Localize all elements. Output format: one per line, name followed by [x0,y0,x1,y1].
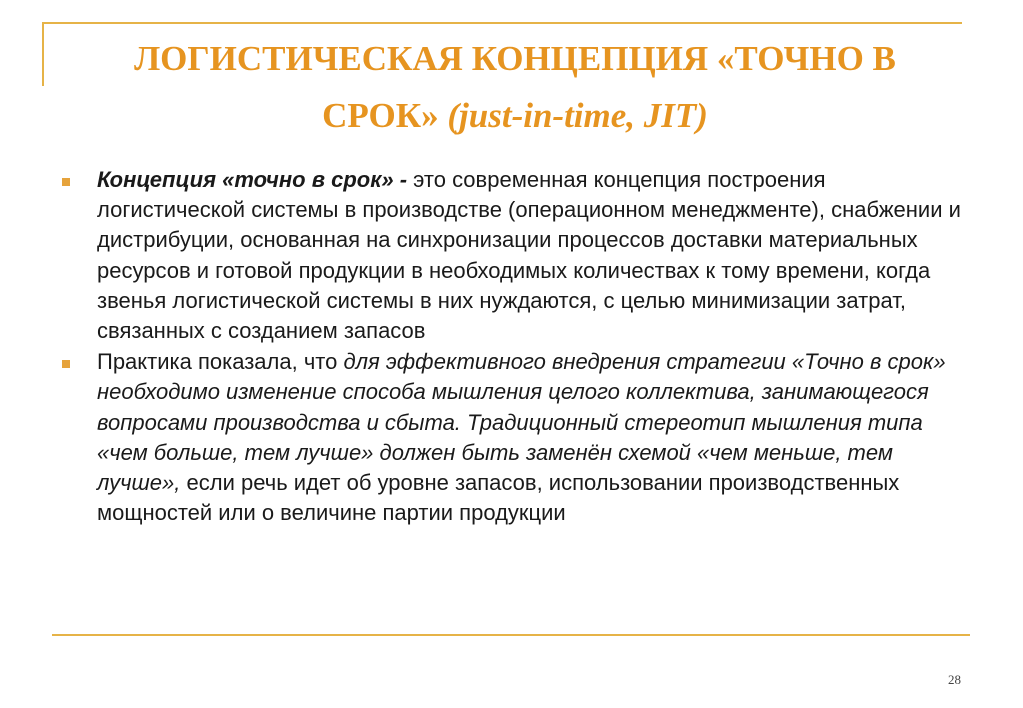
frame-top-rule [42,22,962,24]
list-item [62,165,967,346]
slide-title [50,30,980,144]
square-bullet-icon [62,178,70,186]
definition-lead: Концепция «точно в срок» - [97,167,408,192]
list-item [62,347,967,528]
frame-left-rule [42,22,44,86]
practice-tail: если речь идет об уровне запасов, использовании производственных мощностей или о величине партии продукции [97,470,900,526]
title-line-2-italic: (just-in-time, JIT) [447,96,708,135]
definition-text: это современная концепция построения логистической системы в производстве (операционном менеджменте), снабжении и дистрибуции, основанная на синхронизации процессов доставки материальных ресурсов и готовой продукции в необходимых количествах к тому времени, когда звенья логистической системы в них нуждаются, с целью минимизации затрат, связанных с созданием запасов [97,167,961,344]
bullet-list [62,165,967,529]
page-number: 28 [948,672,961,687]
title-line-2: СРОК» [322,96,448,135]
title-line-1: ЛОГИСТИЧЕСКАЯ КОНЦЕПЦИЯ «ТОЧНО В [134,39,896,78]
footer-rule [52,634,970,636]
practice-intro: Практика показала, что [97,349,344,375]
square-bullet-icon [62,360,70,368]
practice-italic: для эффективного внедрения стратегии «Точно в срок» необходимо изменение способа мышления целого коллектива, занимающегося вопросами производства и сбыта. Традиционный стереотип мышления типа «чем больше, тем лучше» должен быть заменён схемой «чем меньше, тем лучше», [97,349,946,496]
